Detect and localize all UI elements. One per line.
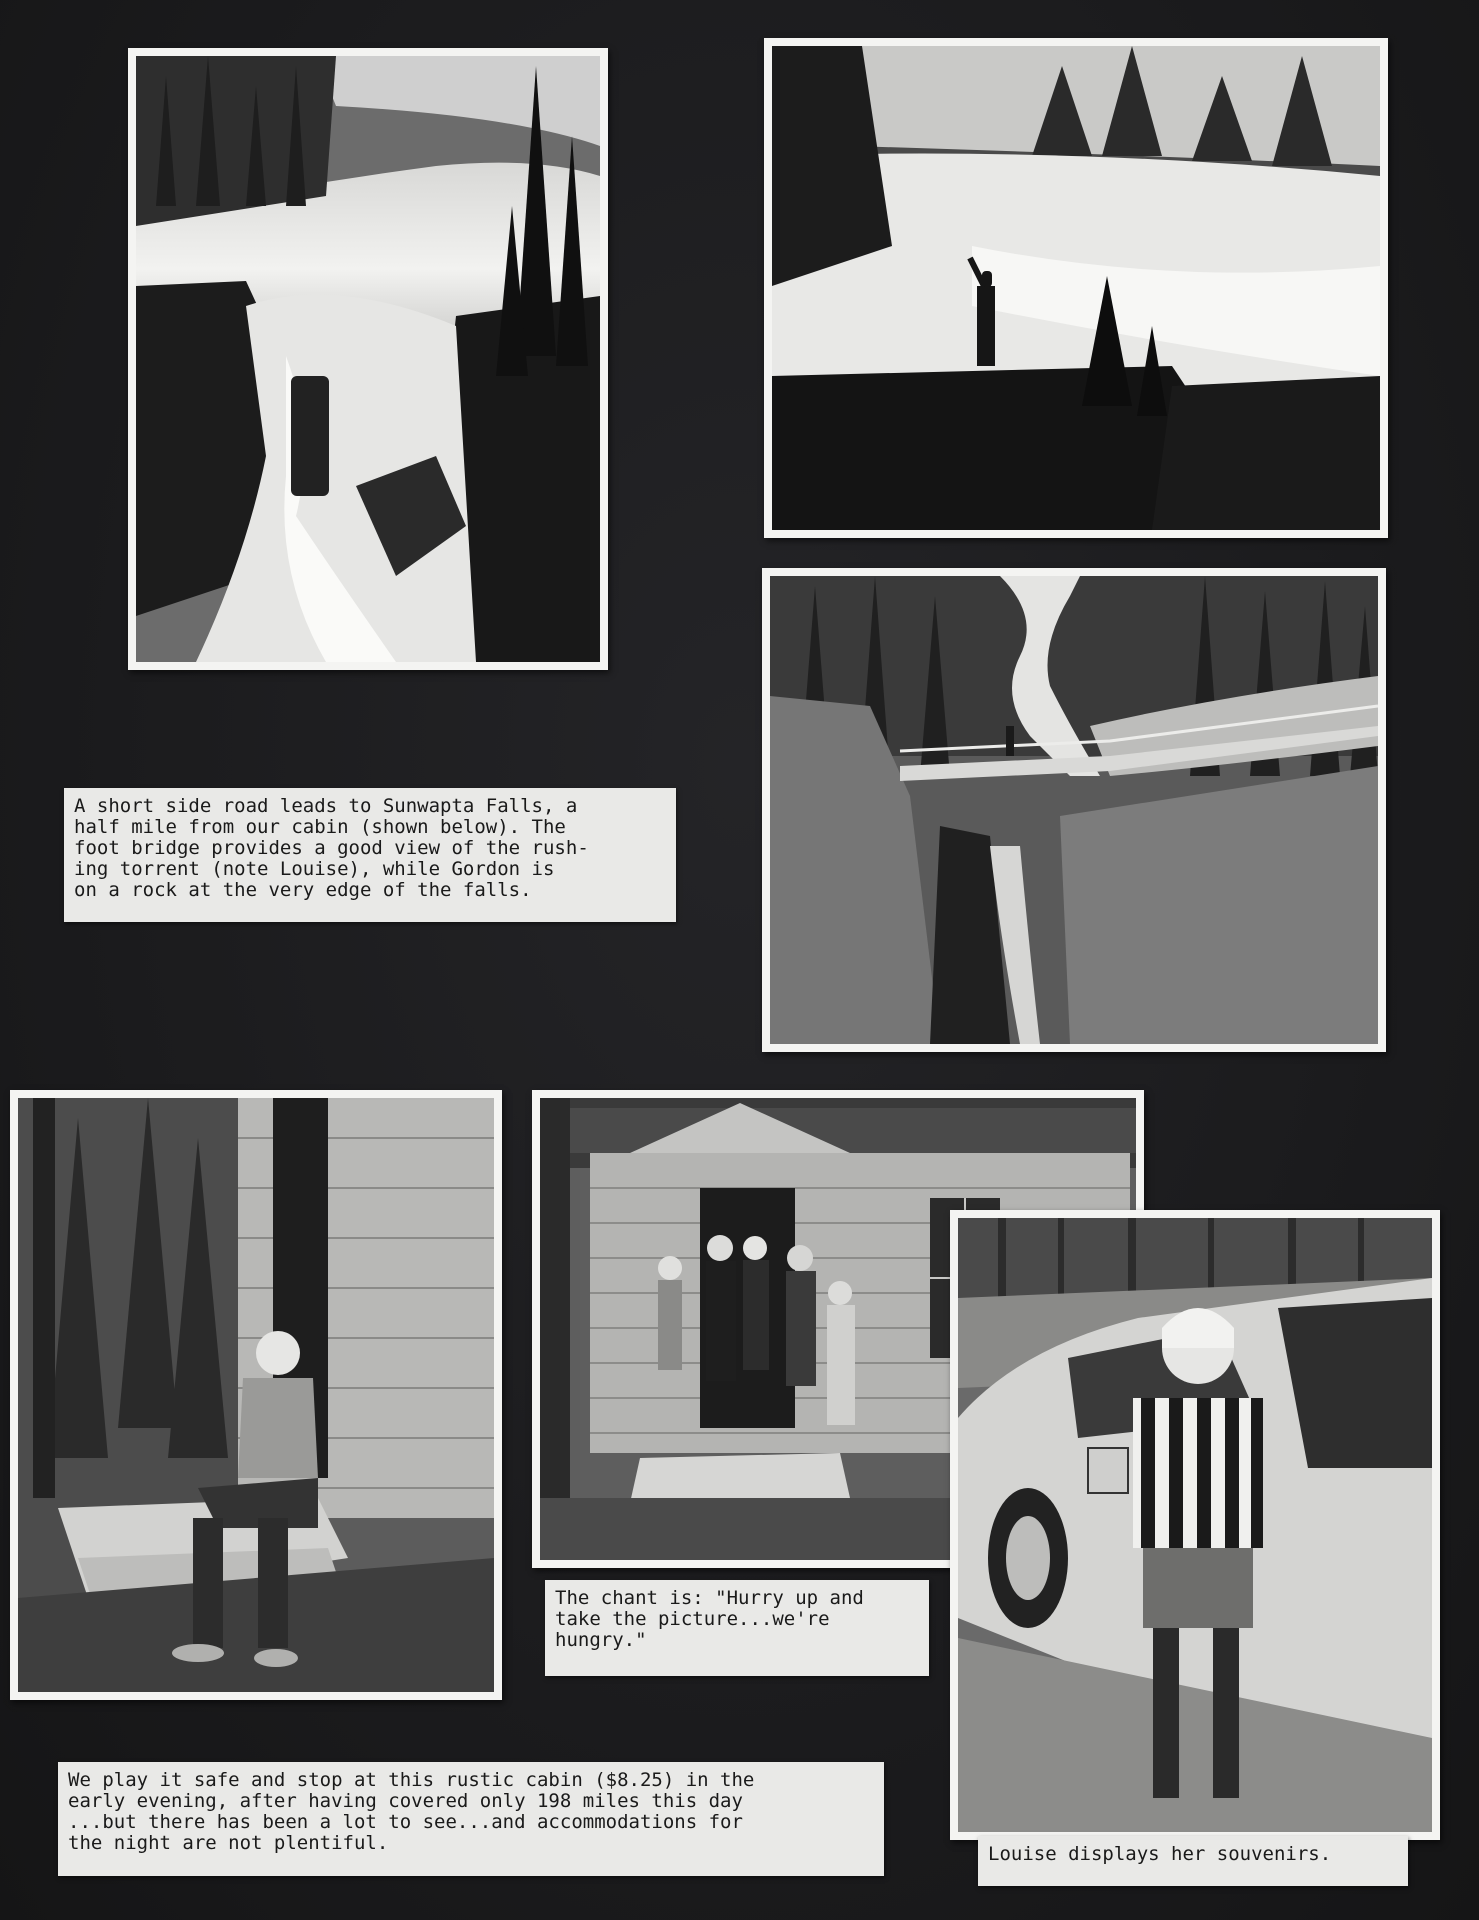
souvenirs-caption: Louise displays her souvenirs. bbox=[978, 1836, 1408, 1886]
waterfall-gorge-photo bbox=[128, 48, 608, 670]
falls-caption: A short side road leads to Sunwapta Falls, a half mile from our cabin (shown below). The foot bridge provides a good view of the rush- ing torrent (note Louise), while Gordon is on a rock at the very edge of the falls. bbox=[64, 788, 676, 922]
girl-with-car-souvenirs-photo bbox=[950, 1210, 1440, 1840]
woman-on-cabin-steps-photo bbox=[10, 1090, 502, 1700]
cabin-caption: We play it safe and stop at this rustic cabin ($8.25) in the early evening, after having covered only 198 miles this day ...but there has been a lot to see...and accommodations for the night are not plentiful. bbox=[58, 1762, 884, 1876]
man-at-falls-edge-photo bbox=[764, 38, 1388, 538]
footbridge-over-canyon-photo bbox=[762, 568, 1386, 1052]
chant-caption: The chant is: "Hurry up and take the picture...we're hungry." bbox=[545, 1580, 929, 1676]
